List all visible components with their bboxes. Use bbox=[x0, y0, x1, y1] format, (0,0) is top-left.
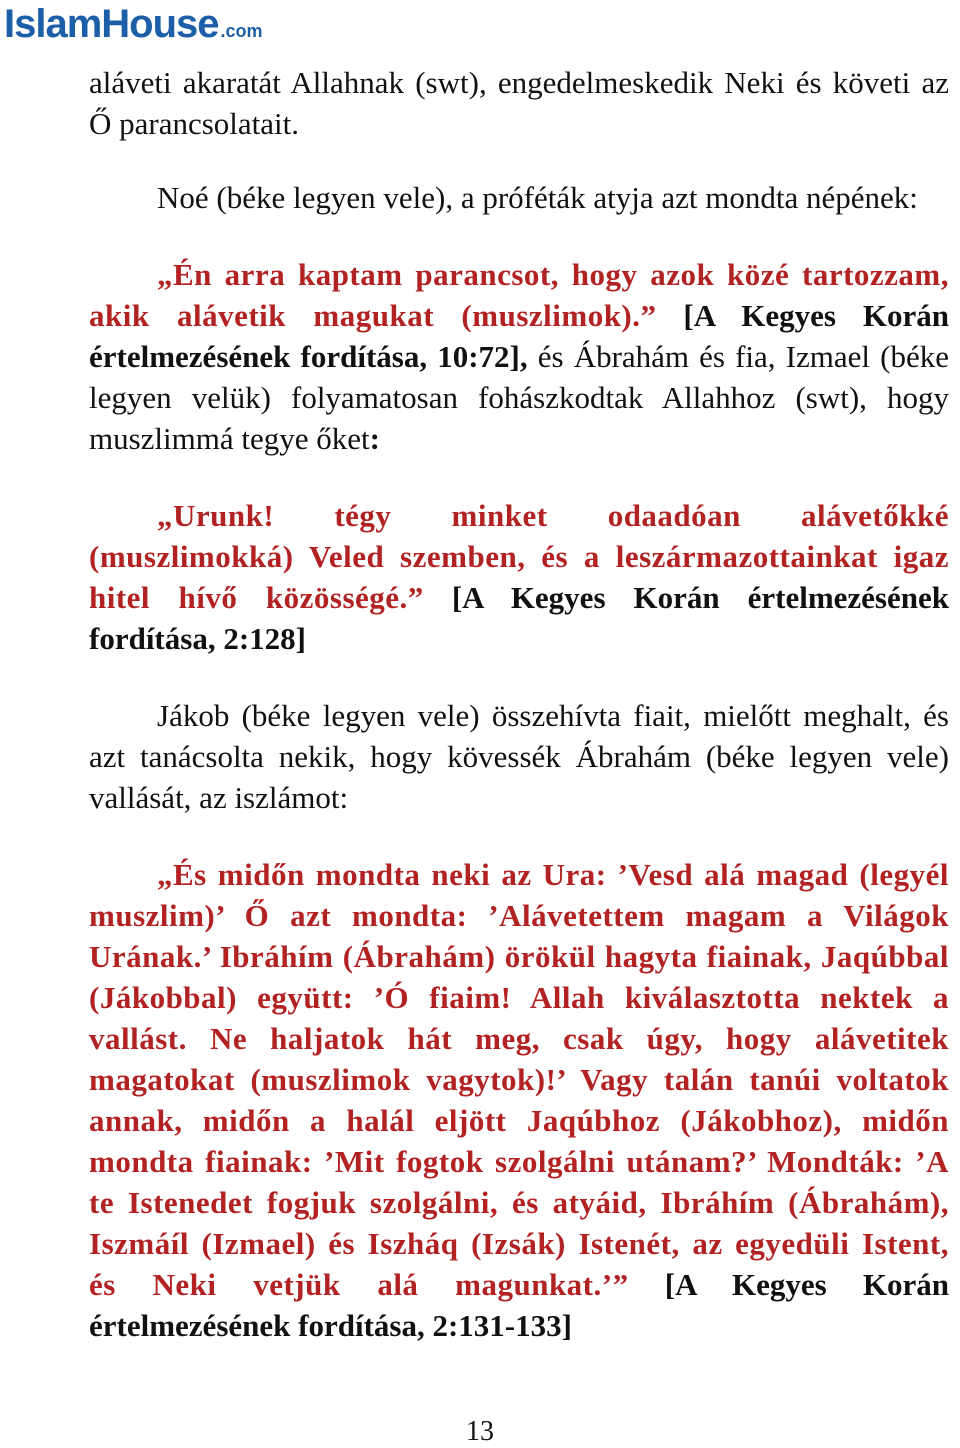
logo-text: IslamHouse bbox=[4, 2, 219, 46]
quote-block-1 bbox=[89, 254, 949, 459]
quran-quote: „Én arra kaptam parancsot, hogy azok közé tartozzam, akik alávetik magukat (muszlimok).” bbox=[89, 257, 949, 333]
page-number: 13 bbox=[466, 1416, 494, 1447]
quran-reference: [A Kegyes Korán értelmezésének fordítása, 2:128] bbox=[89, 580, 949, 656]
paragraph-2: Noé (béke legyen vele), a próféták atyja azt mondta népének: bbox=[157, 180, 918, 215]
islamhouse-logo bbox=[4, 2, 263, 46]
quran-reference: [A Kegyes Korán értelmezésének fordítása, 10:72], bbox=[89, 298, 949, 374]
quran-reference: [A Kegyes Korán értelmezésének fordítása, 2:131-133] bbox=[89, 1267, 949, 1343]
quran-quote: „És midőn mondta neki az Ura: ’Vesd alá magad (legyél muszlim)’ Ő azt mondta: ’Alávetettem magam a Világok Urának.’ Ibráhím (Ábrahám) örökül hagyta fiainak, Jaqúbbal (Jákobbal) együtt: ’Ó fiaim! Allah kiválasztotta nektek a vallást. Ne haljatok hát meg, csak úgy, hogy alávetitek magatokat (muszlimok vagytok)!’ Vagy talán tanúi voltatok annak, midőn a halál eljött Jaqúbhoz (Jákobhoz), midőn mondta fiainak: ’Mit fogtok szolgálni utánam?’ Mondták: ’A te Istenedet fogjuk szolgálni, és atyáid, Ibráhím (Ábrahám), Iszmáíl (Izmael) és Iszháq (Izsák) Istenét, az egyedüli Istent, és Neki vetjük alá magunkat.’” bbox=[89, 857, 949, 1302]
document-body bbox=[89, 62, 949, 1346]
logo-suffix: .com bbox=[220, 21, 263, 41]
quote-block-2 bbox=[89, 495, 949, 659]
paragraph-3: Jákob (béke legyen vele) összehívta fiait, mielőtt meghalt, és azt tanácsolta nekik, hogy kövessék Ábrahám (béke legyen vele) vallását, az iszlámot: bbox=[89, 698, 949, 815]
body-text: és Ábrahám és fia, Izmael (béke legyen velük) folyamatosan fohászkodtak Allahhoz (swt), hogy muszlimmá tegye őket bbox=[89, 339, 949, 456]
quran-quote: „Urunk! tégy minket odaadóan alávetőkké (muszlimokká) Veled szemben, és a leszármazottainkat igaz hitel hívő közösségé.” bbox=[89, 498, 949, 615]
paragraph-1: aláveti akaratát Allahnak (swt), engedelmeskedik Neki és követi az Ő parancsolatait. bbox=[89, 65, 949, 141]
colon: : bbox=[369, 421, 380, 456]
quote-block-3 bbox=[89, 854, 949, 1346]
